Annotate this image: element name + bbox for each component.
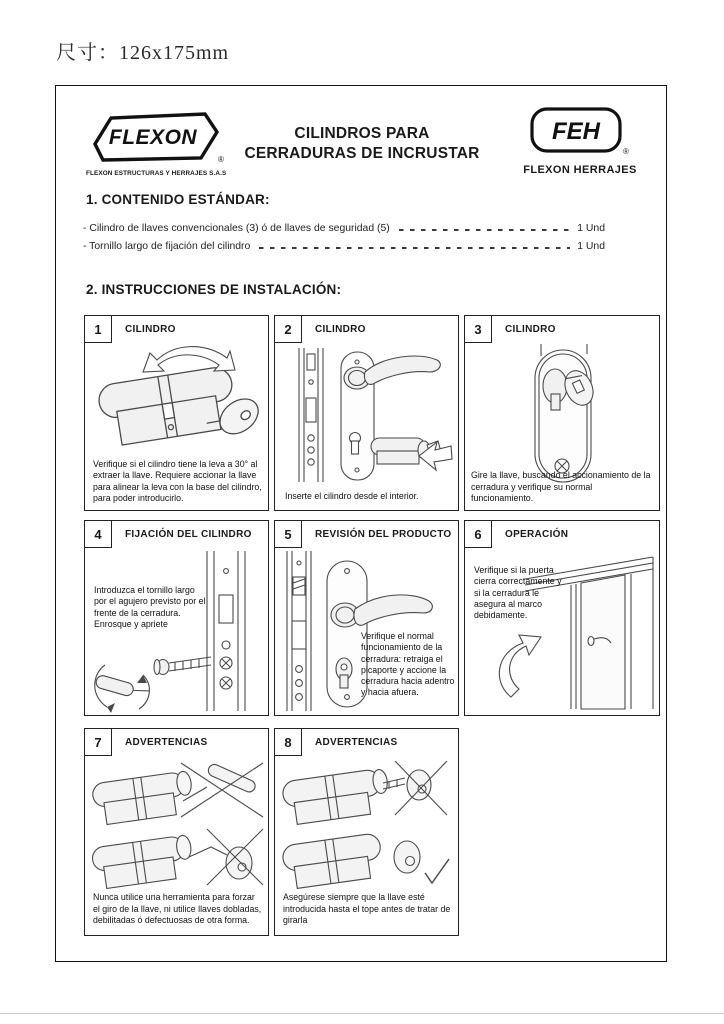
panel-caption: Introduzca el tornillo largo por el agujero previsto por el frente de la cerradura. Enrosque y apriete bbox=[94, 585, 206, 629]
page-edge-line bbox=[0, 1013, 724, 1014]
feh-badge-icon bbox=[528, 106, 632, 156]
panel-number: 2 bbox=[275, 316, 302, 343]
panel-title: ADVERTENCIAS bbox=[125, 737, 208, 748]
feh-logo-text: FEH bbox=[552, 118, 600, 145]
panel-7-advertencias bbox=[84, 728, 269, 936]
content-item-label: - Tornillo largo de fijación del cilindro bbox=[83, 241, 251, 252]
content-items bbox=[83, 216, 605, 252]
cylinder-insertion-illustration bbox=[283, 346, 453, 484]
panel-caption: Verifique si la puerta cierra correctamente y si la cerradura le asegura al marco debidamente. bbox=[474, 565, 562, 620]
content-item bbox=[83, 241, 605, 252]
panel-header bbox=[85, 316, 268, 343]
panel-6-operacion bbox=[464, 520, 660, 716]
feh-logo bbox=[516, 106, 644, 176]
feh-company-name: FLEXON HERRAJES bbox=[523, 164, 637, 176]
panel-caption: Verifique el normal funcionamiento de la cerradura: retraiga el picaporte y accione la cerradura hacia adentro y hacia afuera. bbox=[361, 631, 455, 698]
warning-forced-key-illustration bbox=[89, 761, 267, 889]
document-title-line2: CERRADURAS DE INCRUSTAR bbox=[244, 145, 480, 163]
panel-title: ADVERTENCIAS bbox=[315, 737, 398, 748]
panel-2-cilindro bbox=[274, 315, 459, 511]
content-item-label: - Cilindro de llaves convencionales (3) ó de llaves de seguridad (5) bbox=[83, 223, 390, 234]
panel-title: CILINDRO bbox=[315, 324, 366, 335]
panel-number: 8 bbox=[275, 729, 302, 756]
cylinder-key-rotation-illustration bbox=[87, 346, 267, 462]
panel-caption: Inserte el cilindro desde el interior. bbox=[285, 490, 419, 501]
panel-caption: Asegúrese siempre que la llave esté introducida hasta el tope antes de tratar de girarla bbox=[283, 892, 451, 925]
document-sheet bbox=[55, 85, 667, 962]
flexon-company-name: FLEXON ESTRUCTURAS Y HERRAJES S.A.S bbox=[86, 170, 227, 177]
panel-number: 7 bbox=[85, 729, 112, 756]
instructions-section-heading: 2. INSTRUCCIONES DE INSTALACIÓN: bbox=[86, 282, 342, 297]
panel-caption: Nunca utilice una herramienta para forzar el giro de la llave, ni utilice llaves dobladas, debilitadas ó defectuosas de otra forma. bbox=[93, 892, 262, 925]
flexon-registered-mark: ® bbox=[218, 155, 224, 164]
panel-caption: Gire la llave, buscando el accionamiento de la cerradura y verifique su normal funcionamiento. bbox=[471, 470, 651, 503]
dotted-leader bbox=[259, 247, 570, 249]
panel-header bbox=[465, 521, 659, 548]
panel-header bbox=[85, 521, 268, 548]
panel-3-cilindro bbox=[464, 315, 660, 511]
document-title-line1: CILINDROS PARA bbox=[294, 125, 430, 142]
panel-number: 6 bbox=[465, 521, 492, 548]
panel-5-revision bbox=[274, 520, 459, 716]
warning-key-insertion-illustration bbox=[279, 761, 457, 889]
panel-title: OPERACIÓN bbox=[505, 529, 569, 540]
panel-1-cilindro bbox=[84, 315, 269, 511]
panel-title: CILINDRO bbox=[505, 324, 556, 335]
flexon-logo-text: FLEXON bbox=[108, 126, 198, 149]
flexon-badge-icon bbox=[87, 110, 225, 164]
panel-header bbox=[465, 316, 659, 343]
escutcheon-key-illustration bbox=[475, 344, 651, 486]
panel-header bbox=[85, 729, 268, 756]
panel-header bbox=[275, 316, 458, 343]
dotted-leader bbox=[399, 229, 571, 231]
content-item-qty: 1 Und bbox=[577, 241, 605, 252]
flexon-logo bbox=[86, 110, 226, 177]
panel-number: 3 bbox=[465, 316, 492, 343]
screw-fixing-illustration bbox=[87, 549, 267, 713]
panel-4-fijacion bbox=[84, 520, 269, 716]
panel-header bbox=[275, 729, 458, 756]
feh-registered-mark: ® bbox=[623, 147, 629, 156]
document-header bbox=[56, 104, 666, 199]
panel-title: FIJACIÓN DEL CILINDRO bbox=[125, 529, 252, 540]
panel-caption: Verifique si el cilindro tiene la leva a 30° al extraer la llave. Requiere accionar la llave para alinear la leva con la base del cilindro, para poder introducirlo. bbox=[93, 459, 262, 503]
panel-number: 1 bbox=[85, 316, 112, 343]
content-item bbox=[83, 223, 605, 234]
document-title bbox=[242, 124, 482, 164]
panel-title: CILINDRO bbox=[125, 324, 176, 335]
panel-header bbox=[275, 521, 458, 548]
panel-number: 4 bbox=[85, 521, 112, 548]
content-item-qty: 1 Und bbox=[577, 223, 605, 234]
panel-title: REVISIÓN DEL PRODUCTO bbox=[315, 529, 452, 540]
panel-number: 5 bbox=[275, 521, 302, 548]
panel-8-advertencias bbox=[274, 728, 459, 936]
content-section-heading: 1. CONTENIDO ESTÁNDAR: bbox=[86, 192, 270, 207]
size-label: 尺寸：126x175mm bbox=[56, 42, 230, 64]
